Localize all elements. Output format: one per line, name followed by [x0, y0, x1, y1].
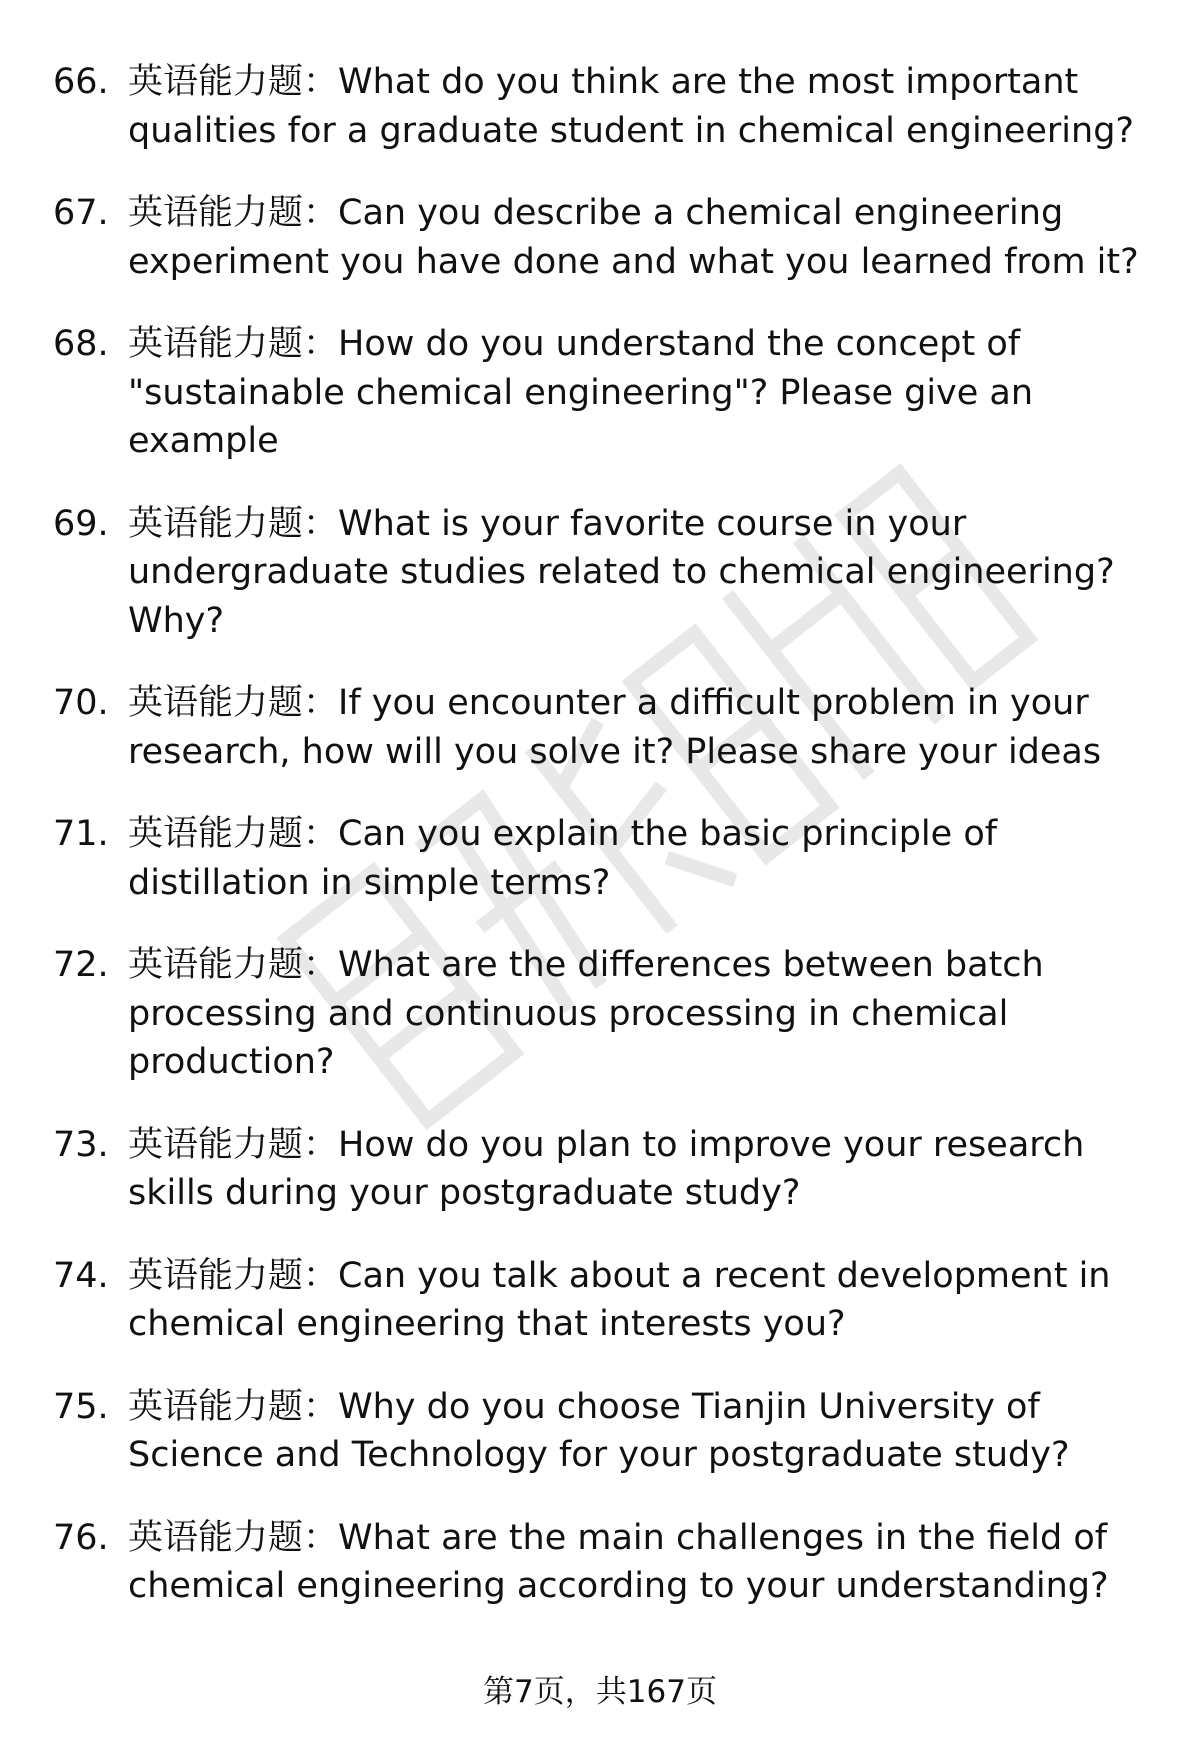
question-item: [0, 941, 1200, 1087]
page-indicator: 第7页，共167页: [483, 1674, 717, 1710]
question-list: [0, 58, 1200, 1645]
question-text: 英语能力题：Can you talk about a recent development in chemical engineering that interests you?: [128, 1255, 1111, 1344]
question-item: [0, 320, 1200, 466]
question-text: 英语能力题：What is your favorite course in your undergraduate studies related to chemical engineering? Why?: [128, 503, 1115, 641]
question-number: 75.: [53, 1386, 109, 1427]
question-number: 71.: [53, 814, 109, 854]
question-text: 英语能力题：How do you understand the concept of "sustainable chemical engineering"? Please give an example: [128, 324, 1034, 461]
question-item: [0, 189, 1200, 286]
question-text: 英语能力题：Why do you choose Tianjin University of Science and Technology for your postgraduate study?: [128, 1386, 1070, 1475]
question-number: 66.: [53, 62, 109, 102]
question-number: 76.: [53, 1517, 109, 1558]
question-number: 69.: [53, 503, 109, 544]
question-number: 67.: [53, 193, 109, 233]
question-item: [0, 1252, 1200, 1349]
question-text: 英语能力题：What are the main challenges in the field of chemical engineering according to your understanding?: [128, 1517, 1109, 1606]
question-text: 英语能力题：If you encounter a difficult problem in your research, how will you solve it? Please share your ideas: [128, 683, 1102, 772]
question-item: [0, 1383, 1200, 1480]
question-text: 英语能力题：Can you describe a chemical engineering experiment you have done and what you learned from it?: [128, 193, 1139, 282]
question-text: 英语能力题：Can you explain the basic principle of distillation in simple terms?: [128, 814, 998, 903]
question-text: 英语能力题：What are the differences between batch processing and continuous processing in chemical production?: [128, 945, 1044, 1082]
question-item: [0, 58, 1200, 155]
question-item: [0, 500, 1200, 646]
question-number: 72.: [53, 945, 109, 985]
question-number: 73.: [53, 1124, 109, 1165]
question-number: 70.: [53, 683, 109, 723]
question-item: [0, 1514, 1200, 1611]
page-footer: [0, 1672, 1200, 1712]
question-text: 英语能力题：How do you plan to improve your research skills during your postgraduate study?: [128, 1124, 1085, 1213]
question-number: 74.: [53, 1255, 109, 1296]
question-item: [0, 679, 1200, 776]
question-item: [0, 810, 1200, 907]
question-number: 68.: [53, 324, 109, 364]
question-item: [0, 1121, 1200, 1218]
question-text: 英语能力题：What do you think are the most important qualities for a graduate student in chemical engineering?: [128, 62, 1135, 151]
